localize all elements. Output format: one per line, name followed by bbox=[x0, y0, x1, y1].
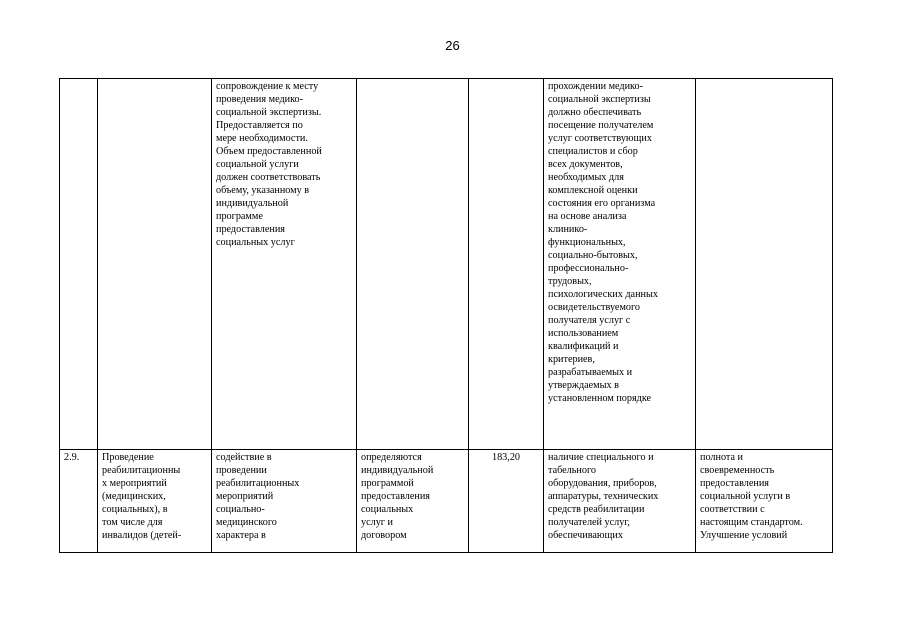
cell-service-description bbox=[212, 450, 357, 553]
cell-text-line: Предоставляется по bbox=[216, 120, 303, 131]
cell-delivery-terms bbox=[357, 79, 469, 450]
cell-text-line: профессионально- bbox=[548, 263, 629, 274]
cell-text-line: квалификаций и bbox=[548, 341, 619, 352]
cell-delivery-terms bbox=[357, 450, 469, 553]
cell-text-line: трудовых, bbox=[548, 276, 592, 287]
cell-text-line: состояния его организма bbox=[548, 198, 656, 209]
cell-text-line: социальных услуг bbox=[216, 237, 295, 248]
cell-text-line: утверждаемых в bbox=[548, 380, 619, 391]
cell-text-line: программой bbox=[361, 478, 414, 489]
cell-text-line: 183,20 bbox=[491, 452, 520, 463]
cell-text-line: социальной экспертизы bbox=[548, 94, 651, 105]
cell-text-line: объему, указанному в bbox=[216, 185, 310, 196]
cell-text-line: договором bbox=[361, 530, 407, 541]
cell-text-line: психологических данных bbox=[548, 289, 658, 300]
cell-text-line: социальной услуги bbox=[216, 159, 299, 170]
cell-text-line: содействие в bbox=[216, 452, 272, 463]
cell-text-line: индивидуальной bbox=[216, 198, 289, 209]
cell-text-line: характера в bbox=[216, 530, 266, 541]
cell-text-line: должно обеспечивать bbox=[548, 107, 642, 118]
cell-text-line: получателей услуг, bbox=[548, 517, 630, 528]
cell-text-line: использованием bbox=[548, 328, 619, 339]
cell-text-line: предоставления bbox=[361, 491, 430, 502]
cell-text-line: средств реабилитации bbox=[548, 504, 645, 515]
cell-text-line: услуг соответствующих bbox=[548, 133, 652, 144]
cell-text-line: установленном порядке bbox=[548, 393, 652, 404]
cell-text-line: необходимых для bbox=[548, 172, 624, 183]
cell-text-line: определяются bbox=[361, 452, 422, 463]
cell-text-line: освидетельствуемого bbox=[548, 302, 641, 313]
cell-text-line: прохождении медико- bbox=[548, 81, 643, 92]
cell-text-line: табельного bbox=[548, 465, 596, 476]
cell-text-line: мероприятий bbox=[216, 491, 274, 502]
cell-text-line: обеспечивающих bbox=[548, 530, 623, 541]
cell-text-line: социальной экспертизы. bbox=[216, 107, 322, 118]
cell-text-line: всех документов, bbox=[548, 159, 623, 170]
cell-number bbox=[60, 450, 98, 553]
cell-text-line: реабилитационных bbox=[216, 478, 300, 489]
cell-text-line: разрабатываемых и bbox=[548, 367, 633, 378]
table-row bbox=[60, 450, 833, 553]
cell-text-line: предоставления bbox=[216, 224, 285, 235]
cell-text-line: сопровождение к месту bbox=[216, 81, 319, 92]
cell-text-line: получателя услуг с bbox=[548, 315, 631, 326]
cell-text-line: социально-бытовых, bbox=[548, 250, 638, 261]
cell-text-line: том числе для bbox=[102, 517, 163, 528]
cell-text-line: социальных), в bbox=[102, 504, 168, 515]
cell-quality-indicators bbox=[696, 450, 833, 553]
cell-text-line: инвалидов (детей- bbox=[102, 530, 182, 541]
cell-tariff bbox=[469, 450, 544, 553]
cell-text-line: своевременность bbox=[700, 465, 775, 476]
cell-text-line: специалистов и сбор bbox=[548, 146, 638, 157]
cell-text-line: Улучшение условий bbox=[700, 530, 788, 541]
cell-text-line: х мероприятий bbox=[102, 478, 167, 489]
cell-service-description bbox=[212, 79, 357, 450]
cell-text-line: программе bbox=[216, 211, 263, 222]
cell-text-line: функциональных, bbox=[548, 237, 626, 248]
cell-text-line: медицинского bbox=[216, 517, 277, 528]
cell-text-line: Объем предоставленной bbox=[216, 146, 322, 157]
cell-conditions bbox=[544, 79, 696, 450]
cell-number bbox=[60, 79, 98, 450]
cell-text-line: аппаратуры, технических bbox=[548, 491, 659, 502]
cell-text-line: проведения медико- bbox=[216, 94, 304, 105]
cell-text-line: комплексной оценки bbox=[548, 185, 638, 196]
cell-text-line: должен соответствовать bbox=[216, 172, 321, 183]
table-row bbox=[60, 79, 833, 450]
cell-text-line: критериев, bbox=[548, 354, 595, 365]
cell-text-line: настоящим стандартом. bbox=[700, 517, 803, 528]
cell-text-line: мере необходимости. bbox=[216, 133, 308, 144]
page-number: 26 bbox=[445, 38, 460, 53]
cell-service-name bbox=[98, 79, 212, 450]
cell-text-line: на основе анализа bbox=[548, 211, 627, 222]
cell-text-line: проведении bbox=[216, 465, 267, 476]
cell-text-line: социальных bbox=[361, 504, 414, 515]
cell-text-line: индивидуальной bbox=[361, 465, 434, 476]
cell-text-line: посещение получателем bbox=[548, 120, 654, 131]
cell-conditions bbox=[544, 450, 696, 553]
cell-text-line: услуг и bbox=[361, 517, 393, 528]
cell-text-line: реабилитационны bbox=[102, 465, 181, 476]
cell-text-line: полнота и bbox=[700, 452, 744, 463]
cell-text-line: социальной услуги в bbox=[700, 491, 791, 502]
services-table bbox=[59, 78, 833, 553]
cell-text-line: Проведение bbox=[102, 452, 154, 463]
cell-text-line: (медицинских, bbox=[102, 491, 166, 502]
cell-text-line: клинико- bbox=[548, 224, 588, 235]
cell-text-line: соответствии с bbox=[700, 504, 765, 515]
cell-text-line: оборудования, приборов, bbox=[548, 478, 657, 489]
cell-text-line: предоставления bbox=[700, 478, 769, 489]
cell-text-line: наличие специального и bbox=[548, 452, 654, 463]
cell-tariff bbox=[469, 79, 544, 450]
cell-service-name bbox=[98, 450, 212, 553]
cell-text-line: 2.9. bbox=[64, 452, 80, 463]
cell-text-line: социально- bbox=[216, 504, 265, 515]
cell-quality-indicators bbox=[696, 79, 833, 450]
